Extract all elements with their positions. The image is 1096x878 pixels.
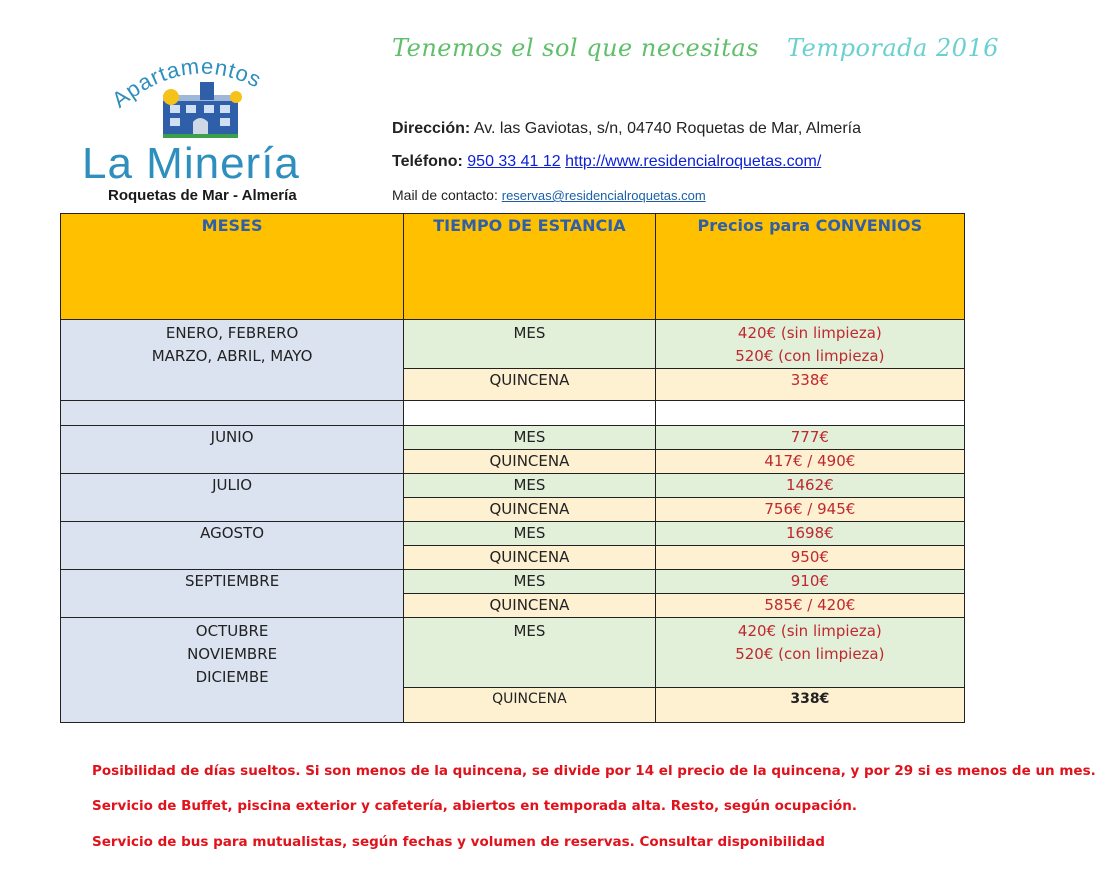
mail-line [392,187,706,203]
note-dias-sueltos: Posibilidad de días sueltos. Si son menos de la quincena, se divide por 14 el precio de la quincena, y por 29 si es menos de un mes. [92,763,1096,779]
price-cell: 756€ / 945€ [655,498,964,522]
stay-cell: QUINCENA [404,450,655,474]
price-cell: 338€ [655,687,964,722]
price-table [60,213,965,723]
blank-cell [404,401,655,426]
month-label: OCTUBRE [195,622,269,640]
month-label: ENERO, FEBRERO [165,324,299,342]
mail-label: Mail de contacto: [392,187,498,203]
month-cell: JUNIO [61,426,404,474]
address-value: Av. las Gaviotas, s/n, 04740 Roquetas de Mar, Almería [473,120,861,137]
logo-subtitle: Roquetas de Mar - Almería [108,187,297,204]
blank-cell [655,401,964,426]
slogan [392,34,999,62]
table-row [61,474,965,498]
month-cell: JULIO [61,474,404,522]
table-row [61,570,965,594]
blank-cell [61,401,404,426]
price-cell [655,618,964,688]
phone-line [392,153,821,171]
mail-link[interactable]: reservas@residencialroquetas.com [501,188,706,203]
price-value: 520€ (con limpieza) [735,645,885,663]
stay-cell: MES [404,426,655,450]
note-buffet: Servicio de Buffet, piscina exterior y cafetería, abiertos en temporada alta. Resto, según ocupación. [92,798,857,814]
stay-cell [404,320,655,369]
price-cell: 910€ [655,570,964,594]
phone-link[interactable]: 950 33 41 12 [467,153,561,170]
stay-cell: MES [404,570,655,594]
price-value: 520€ (con limpieza) [735,347,885,365]
month-cell: AGOSTO [61,522,404,570]
stay-cell: QUINCENA [404,687,655,722]
table-row-blank [61,401,965,426]
price-cell: 777€ [655,426,964,450]
header-meses: MESES [61,214,404,320]
address-label: Dirección: [392,120,471,137]
month-label: DICIEMBE [195,668,269,686]
logo-main-text: La Minería [82,139,300,188]
slogan-text: Tenemos el sol que necesitas [392,34,759,62]
month-cell [61,320,404,401]
price-cell: 1462€ [655,474,964,498]
month-cell [61,618,404,723]
month-label: MARZO, ABRIL, MAYO [151,347,313,365]
website-link[interactable]: http://www.residencialroquetas.com/ [565,153,822,170]
table-row [61,618,965,688]
price-cell: 950€ [655,546,964,570]
stay-cell: QUINCENA [404,594,655,618]
month-label: NOVIEMBRE [187,645,278,663]
price-cell [655,320,964,369]
header-tiempo: TIEMPO DE ESTANCIA [404,214,655,320]
month-cell: SEPTIEMBRE [61,570,404,618]
note-bus: Servicio de bus para mutualistas, según fechas y volumen de reservas. Consultar disponibilidad [92,834,825,850]
stay-cell: QUINCENA [404,369,655,401]
header-precios: Precios para CONVENIOS [655,214,964,320]
logo-arc-text: Apartamentos [107,53,266,113]
price-cell: 585€ / 420€ [655,594,964,618]
stay-cell: QUINCENA [404,546,655,570]
table-row [61,522,965,546]
price-cell: 338€ [655,369,964,401]
stay-label: MES [513,622,546,640]
table-row [61,320,965,369]
price-cell: 1698€ [655,522,964,546]
stay-cell [404,618,655,688]
address-line [392,120,861,138]
price-value: 420€ (sin limpieza) [737,622,882,640]
company-logo [78,50,338,210]
stay-cell: QUINCENA [404,498,655,522]
phone-label: Teléfono: [392,153,463,170]
stay-cell: MES [404,474,655,498]
season-text: Temporada 2016 [786,34,1000,62]
table-row [61,426,965,450]
price-value: 420€ (sin limpieza) [737,324,882,342]
table-header-row [61,214,965,320]
stay-cell: MES [404,522,655,546]
stay-label: MES [513,324,546,342]
price-cell: 417€ / 490€ [655,450,964,474]
